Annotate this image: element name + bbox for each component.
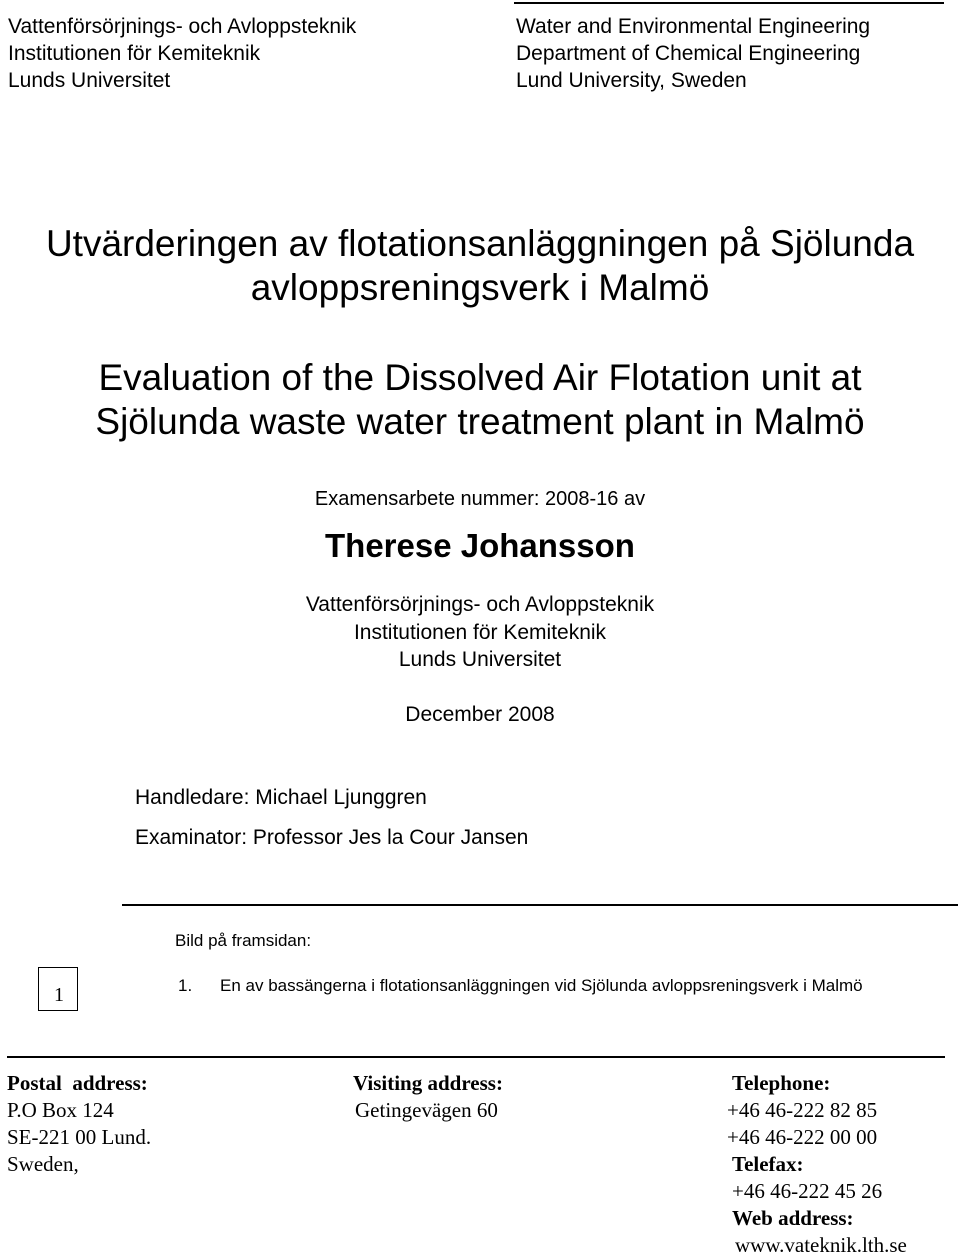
- image-number: 1: [54, 984, 64, 1006]
- swedish-title: [0, 222, 960, 310]
- telephone-number: +46 46-222 82 85: [727, 1098, 878, 1122]
- caption-top-rule: [122, 904, 958, 906]
- swedish-title-line: avloppsreningsverk i Malmö: [250, 267, 710, 308]
- header-right-line: Department of Chemical Engineering: [516, 42, 861, 65]
- english-title-line: Sjölunda waste water treatment plant in Malmö: [95, 401, 865, 442]
- swedish-title-line: Utvärderingen av flotationsanläggningen på Sjölunda: [45, 223, 915, 264]
- supervisor: Handledare: Michael Ljunggren: [135, 786, 427, 809]
- header-right-line: Water and Environmental Engineering: [516, 15, 871, 38]
- header-left-line: Vattenförsörjnings- och Avloppsteknik: [8, 15, 357, 38]
- department-line: Lunds Universitet: [398, 648, 562, 671]
- telefax-number: +46 46-222 45 26: [732, 1179, 883, 1203]
- postal-address-heading: Postal address:: [7, 1071, 148, 1095]
- contact-info: [727, 1070, 907, 1259]
- caption-item-number: 1.: [178, 976, 193, 995]
- header-top-rule: [514, 2, 944, 4]
- footer-rule: [7, 1056, 945, 1058]
- web-address-heading: Web address:: [732, 1206, 854, 1230]
- postal-address-line: SE-221 00 Lund.: [7, 1125, 152, 1149]
- telephone-number: +46 46-222 00 00: [727, 1125, 878, 1149]
- header-right: [516, 13, 870, 94]
- telefax-heading: Telefax:: [732, 1152, 804, 1176]
- visiting-address: [353, 1070, 503, 1124]
- header-right-line: Lund University, Sweden: [516, 69, 747, 92]
- header-left-line: Institutionen för Kemiteknik: [8, 42, 261, 65]
- examiner: Examinator: Professor Jes la Cour Jansen: [135, 826, 529, 849]
- department-block: [0, 591, 960, 674]
- postal-address-line: Sweden,: [7, 1152, 79, 1176]
- postal-address-line: P.O Box 124: [7, 1098, 114, 1122]
- web-address-link[interactable]: www.vateknik.lth.se: [735, 1233, 907, 1257]
- postal-address: [7, 1070, 151, 1178]
- header-left-line: Lunds Universitet: [8, 69, 171, 92]
- cover-image-label: Bild på framsidan:: [175, 931, 312, 950]
- image-number-box: [38, 967, 78, 1011]
- visiting-address-heading: Visiting address:: [353, 1071, 503, 1095]
- date: December 2008: [405, 703, 555, 726]
- author-name: Therese Johansson: [325, 527, 635, 564]
- exam-number: Examensarbete nummer: 2008-16 av: [314, 488, 646, 510]
- header-left: [8, 13, 356, 94]
- english-title-line: Evaluation of the Dissolved Air Flotation unit at: [98, 357, 862, 398]
- department-line: Institutionen för Kemiteknik: [353, 620, 607, 644]
- visiting-address-line: Getingevägen 60: [355, 1098, 498, 1122]
- telephone-heading: Telephone:: [732, 1071, 831, 1095]
- cover-image-caption: En av bassängerna i flotationsanläggningen vid Sjölunda avloppsreningsverk i Malmö: [220, 976, 863, 995]
- department-line: Vattenförsörjnings- och Avloppsteknik: [305, 593, 655, 616]
- english-title: [0, 356, 960, 444]
